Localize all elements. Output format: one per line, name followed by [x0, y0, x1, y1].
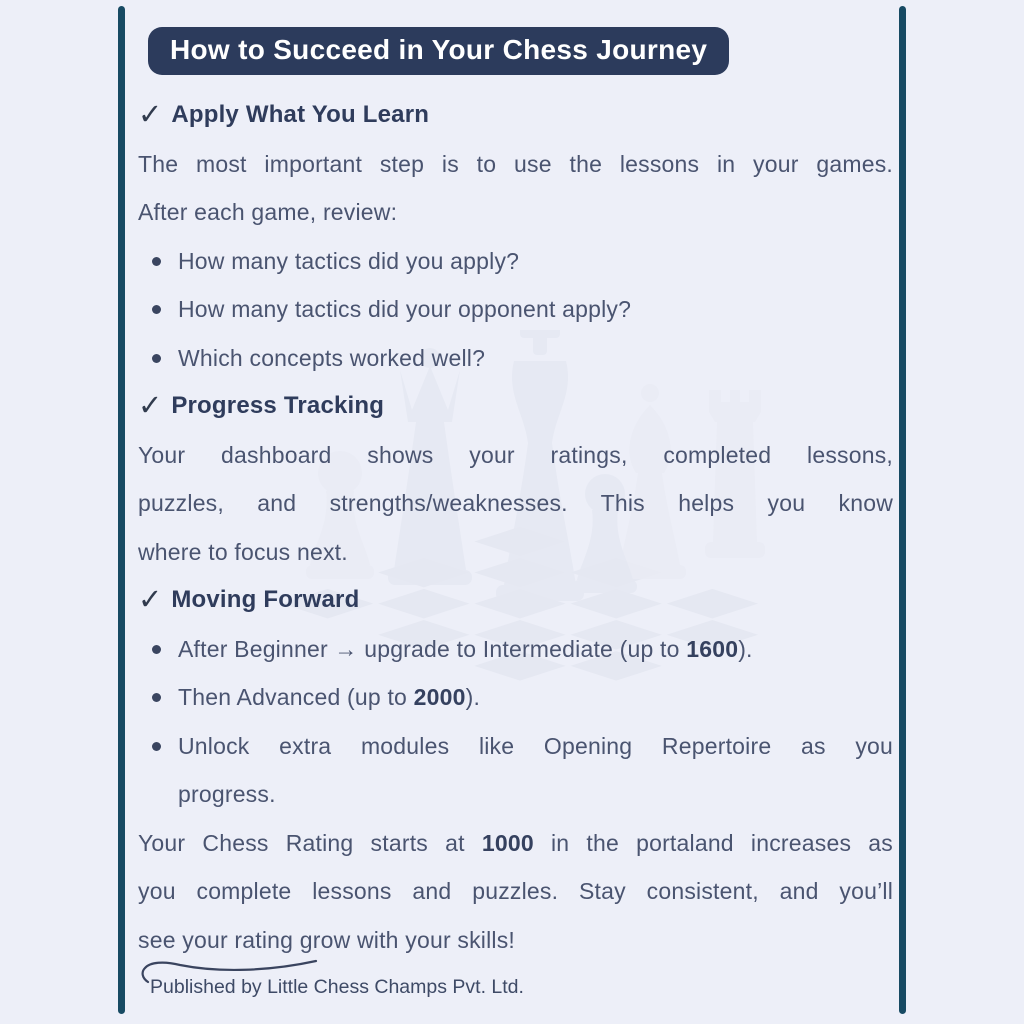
paragraph-line: After each game, review: [138, 199, 398, 225]
bullet-item [138, 722, 893, 819]
right-border-line [899, 6, 906, 1014]
check-icon: ✓ [138, 584, 163, 616]
publisher-text: Published by Little Chess Champs Pvt. Ltd. [150, 976, 524, 998]
check-icon: ✓ [138, 390, 163, 422]
bullet-item: How many tactics did your opponent apply? [138, 285, 893, 334]
paragraph-line: where to focus next. [138, 538, 348, 565]
page-title: How to Succeed in Your Chess Journey [148, 27, 729, 75]
paragraph-line: Your Chess Rating starts at 1000 in the portaland increases as [138, 829, 893, 856]
bullet-line: progress. [178, 781, 276, 807]
body-text [138, 91, 893, 964]
paragraph-line: puzzles, and strengths/weaknesses. This helps you know [138, 490, 893, 516]
bullet-line: Unlock extra modules like Opening Repertoire as you [178, 732, 893, 759]
bullet-item: Which concepts worked well? [138, 334, 893, 383]
section-heading-moving-forward [138, 576, 893, 625]
paragraph-line: The most important step is to use the lessons in your games. [138, 150, 893, 177]
bullet-item: How many tactics did you apply? [138, 237, 893, 286]
bullet-item: After Beginner → upgrade to Intermediate (up to 1600). [138, 625, 893, 674]
section-heading-label: Moving Forward [171, 586, 360, 613]
check-icon: ✓ [138, 99, 163, 131]
paragraph-line: see your rating grow with your skills! [138, 926, 516, 953]
paragraph-line: Your dashboard shows your ratings, completed lessons, [138, 441, 893, 468]
footer [138, 970, 893, 1004]
paragraph-line: you complete lessons and puzzles. Stay consistent, and you’ll [138, 878, 893, 904]
bullet-item: Then Advanced (up to 2000). [138, 673, 893, 722]
section-heading-label: Apply What You Learn [171, 101, 430, 128]
section-heading-progress-tracking [138, 382, 893, 431]
left-border-line [118, 6, 125, 1014]
section-heading-label: Progress Tracking [171, 392, 385, 419]
content-column [138, 27, 893, 1004]
section-heading-apply-what-you-learn [138, 91, 893, 140]
flourish-swoosh-icon [140, 958, 320, 984]
